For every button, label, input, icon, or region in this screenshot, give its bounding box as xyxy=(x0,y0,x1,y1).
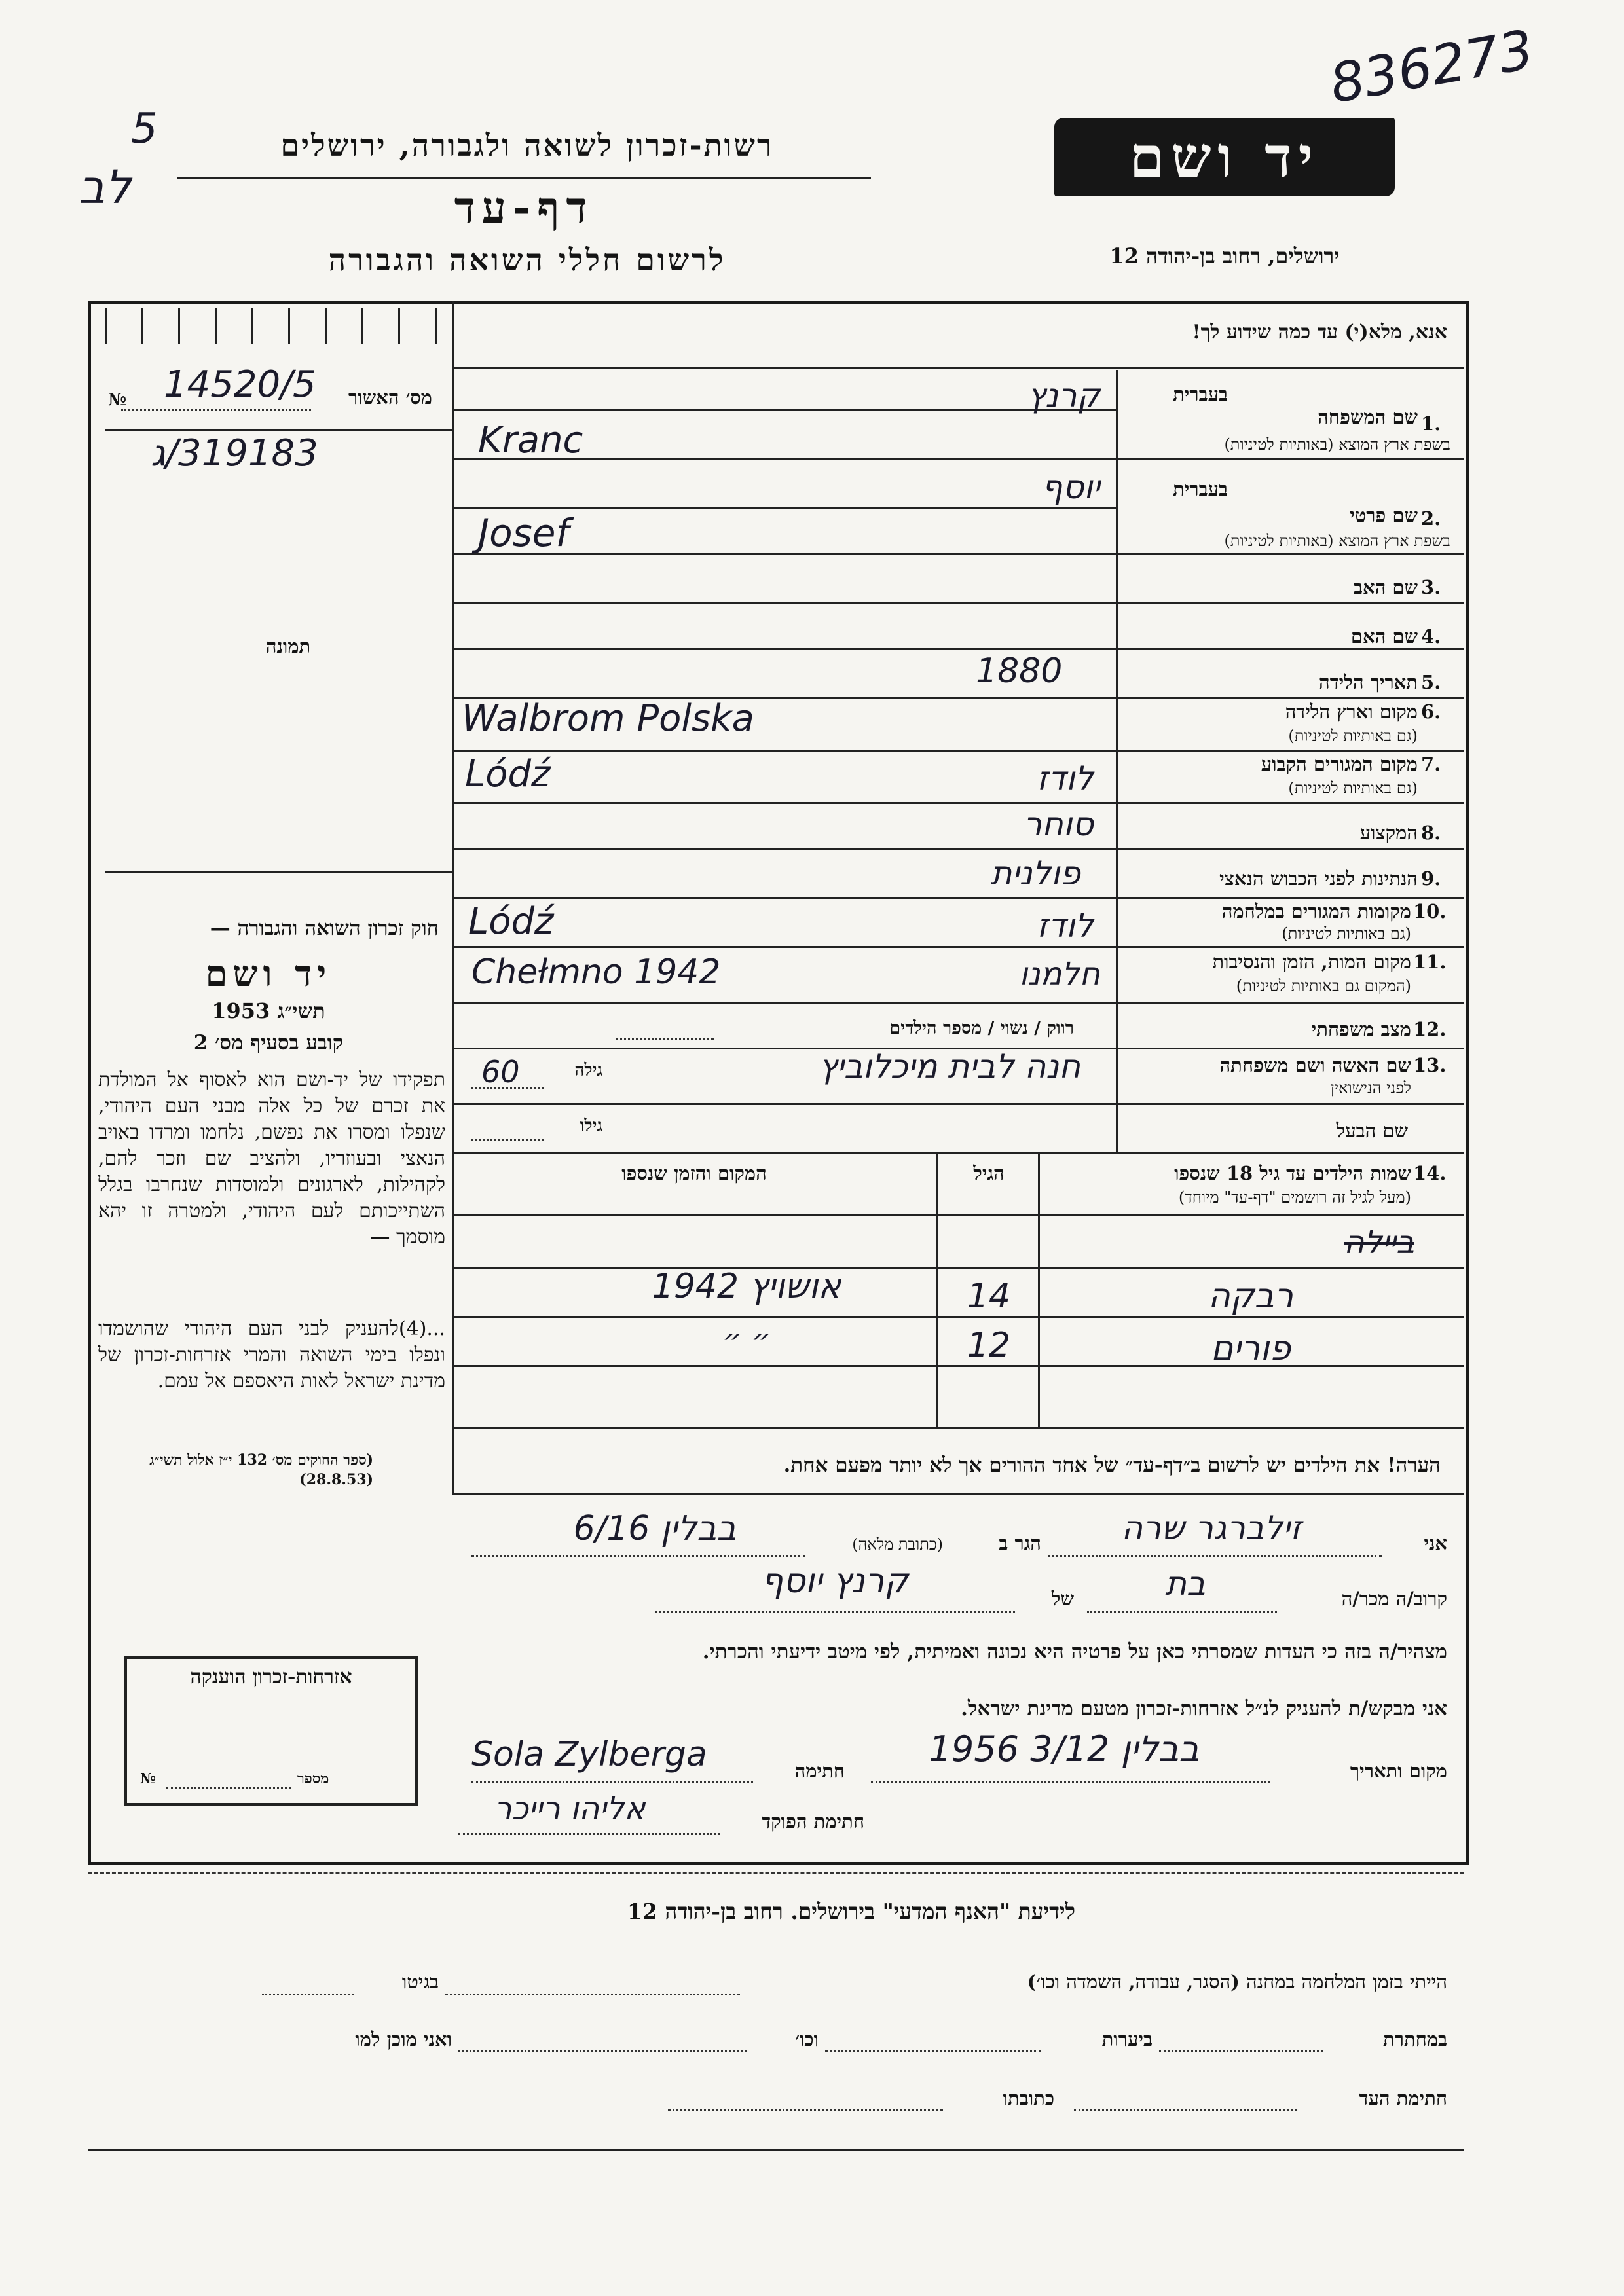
field-13-age-value: 60 xyxy=(481,1054,520,1089)
field-10-hebrew-value: לודז xyxy=(1037,907,1094,945)
husband-age-label: גילו xyxy=(580,1116,602,1136)
field-9-number: 9. xyxy=(1421,867,1441,890)
row-line xyxy=(452,458,1464,460)
archive-number: 836273 xyxy=(1325,18,1538,116)
declarant-name: זילברגר שרה xyxy=(1121,1509,1302,1547)
footer-bottom-line xyxy=(88,2149,1464,2151)
cert-number: 14520/5 xyxy=(164,363,316,406)
field-14-number: 14. xyxy=(1413,1162,1447,1184)
field-5-number: 5. xyxy=(1421,671,1441,693)
citizenship-box-number-sign: № xyxy=(140,1770,156,1787)
field-7-latin-value: Lódź xyxy=(465,753,551,795)
child-name: רבקה xyxy=(1208,1277,1294,1316)
field-6-label: מקום וארץ הלידה xyxy=(1285,701,1418,723)
citizenship-box xyxy=(124,1656,418,1806)
cert-label: מס׳ האשור xyxy=(348,386,432,409)
field-13-value: חנה לבית מיכלוביץ xyxy=(819,1048,1080,1085)
authority-title: רשות-זכרון לשואה ולגבורה, ירושלים xyxy=(280,128,774,163)
footer-ghetto-blank xyxy=(262,1994,354,1995)
child-name: פורים xyxy=(1210,1329,1291,1368)
field-12-label: מצב משפחתי xyxy=(1311,1018,1411,1040)
field-8-value: סוחר xyxy=(1024,805,1094,843)
note-text: הערה! את הילדים יש לרשום ב״דף-עד״ של אחד ההורים אך לא יותר מפעם אחת. xyxy=(783,1453,1441,1477)
field-2-hebrew-value: יוסף xyxy=(1041,468,1100,506)
intro-text: אנא, מלא(י) עד כמה שידוע לך! xyxy=(1192,321,1447,344)
footer-underground-blank xyxy=(1159,2050,1323,2052)
footer-line1-blank xyxy=(445,1994,740,1995)
footer-title: לידיעת "האנף המדעי" בירושלים. רחוב בן-יהודה 12 xyxy=(627,1899,1076,1924)
declarant-address: בבלין 6/16 xyxy=(573,1509,737,1548)
row-line xyxy=(452,750,1464,752)
corner-mark-number: 5 xyxy=(131,105,158,153)
field-6-value: Walbrom Polska xyxy=(462,697,754,740)
row-line xyxy=(452,946,1464,948)
children-table-bottom xyxy=(452,1427,1464,1429)
footer-address-blank xyxy=(668,2109,943,2111)
citizenship-box-title: אזרחות-זכרון הוענקה xyxy=(190,1666,352,1688)
field-2-number: 2. xyxy=(1421,507,1441,530)
field-4-label: שם האם xyxy=(1350,625,1418,647)
row-line xyxy=(452,848,1464,850)
field-2-label: שם פרטי xyxy=(1350,504,1418,526)
field-3-number: 3. xyxy=(1421,576,1441,598)
field-10-label: מקומות המגורים במלחמה xyxy=(1221,900,1411,922)
children-header-line xyxy=(452,1214,1464,1216)
field-13-sub: לפני הנישואין xyxy=(1330,1079,1411,1097)
declarant-name-line xyxy=(1048,1555,1382,1557)
field-11-sub: (המקום גם באותיות לטיניות) xyxy=(1236,977,1411,995)
field-9-value: פולנית xyxy=(990,854,1080,892)
declarant-address-label: (כתובת מלאה) xyxy=(852,1535,943,1554)
citizenship-box-number-label: מספר xyxy=(297,1770,329,1787)
authority-underline xyxy=(177,177,871,179)
place-date-value: בבלין 3/12 1956 xyxy=(929,1728,1200,1770)
signature-label: חתימה xyxy=(794,1760,845,1782)
field-3-label: שם האב xyxy=(1353,576,1418,598)
children-age-column-left xyxy=(936,1152,938,1427)
child-place: ״ ״ xyxy=(722,1322,771,1358)
corner-mark-letters: לב xyxy=(79,160,132,214)
logo-text: יד ושם xyxy=(1129,124,1320,191)
footer-underground-label: במחתרת xyxy=(1383,2028,1447,2050)
ref-number: 319183/ג xyxy=(151,432,318,475)
row-line xyxy=(452,1152,1464,1154)
field-1-number: 1. xyxy=(1421,412,1441,435)
header-address: ירושלים, רחוב בן-יהודה 12 xyxy=(1109,244,1340,268)
wife-age-label: גילה xyxy=(574,1061,602,1080)
field-6-number: 6. xyxy=(1421,701,1441,723)
field-12-children-line xyxy=(616,1038,714,1040)
number-sign: № xyxy=(108,390,127,410)
field-1-hebrew-value: קרנץ xyxy=(1027,376,1100,414)
husband-label: שם הבעל xyxy=(1336,1120,1408,1142)
citizenship-box-line xyxy=(166,1787,291,1789)
husband-age-line xyxy=(471,1139,544,1141)
footer-forests-label: ביערות xyxy=(1101,2028,1153,2050)
declarant-address-line xyxy=(471,1555,805,1557)
children-row-line xyxy=(452,1316,1464,1318)
footer-line1-text: הייתי בזמן המלחמה במחנה (הסגר, עבודה, השמדה וכו׳) xyxy=(1027,1971,1447,1993)
declarant-of-line xyxy=(655,1611,1015,1613)
cert-bottom-line xyxy=(105,429,452,431)
child-place: אושויץ 1942 xyxy=(652,1267,841,1306)
children-place-header: המקום והזמן שנספו xyxy=(621,1162,767,1184)
field-14-sub: (מעל לגיל זה רושמים "דף-עד" מיוחד) xyxy=(1178,1188,1411,1207)
declarant-relation-line xyxy=(1087,1611,1277,1613)
field-10-latin-value: Lódź xyxy=(468,900,554,943)
officer-line xyxy=(458,1833,720,1835)
law-text-clause-4: ...(4)להעניק לבני העם היהודי שהושמדו ונפלו בימי השואה והמרי אזרחות-זכרון של מדינת ישראל לאות היאספם אל עמם. xyxy=(98,1317,445,1393)
form-title: דף-עד xyxy=(454,182,594,233)
field-7-hebrew-value: לודז xyxy=(1037,759,1094,797)
cert-number-line xyxy=(121,409,311,411)
row-line xyxy=(452,602,1464,604)
children-age-column-right xyxy=(1038,1152,1040,1427)
declarant-of-label: של xyxy=(1051,1588,1074,1610)
field-7-label: מקום המגורים הקבוע xyxy=(1261,753,1418,775)
law-year: תשי״ג 1953 xyxy=(212,998,325,1023)
label-column-divider xyxy=(1116,370,1118,1152)
field-1-sub: בשפת ארץ המוצא (באותיות לטיניות) xyxy=(1224,435,1450,454)
field-4-number: 4. xyxy=(1421,625,1441,647)
request-text: אני מבקש/ת להעניק לנ״ל אזרחות-זכרון מטעם מדינת ישראל. xyxy=(961,1697,1447,1721)
form-subtitle: לרשום חללי השואה והגבורה xyxy=(328,242,726,278)
footer-ghetto-label: בגיטו xyxy=(401,1971,439,1993)
field-13-label: שם האשה ושם משפחתה xyxy=(1219,1054,1411,1076)
declarant-i-label: אני xyxy=(1424,1532,1447,1554)
field-1-label: שם המשפחה xyxy=(1318,406,1418,428)
field-2-latin-value: Josef xyxy=(478,511,569,555)
field-5-label: תאריך הלידה xyxy=(1319,671,1418,693)
field-11-hebrew-value: חלמנו xyxy=(1019,956,1100,993)
footer-etc-blank xyxy=(458,2050,747,2052)
law-clause: קובע בסעיף מס׳ 2 xyxy=(193,1031,344,1055)
row-line xyxy=(452,802,1464,804)
note-bottom-line xyxy=(452,1493,1464,1495)
law-name: יד ושם xyxy=(205,953,332,994)
field-12-number: 12. xyxy=(1413,1018,1447,1040)
row-line xyxy=(452,648,1464,650)
field-8-label: המקצוע xyxy=(1359,822,1418,844)
photo-label: תמונה xyxy=(265,635,311,657)
row-line xyxy=(452,507,1116,509)
law-title: חוק זכרון השואה והגבורה — xyxy=(210,917,439,940)
footer-witness-label: חתימת העד xyxy=(1359,2087,1447,2109)
field-7-number: 7. xyxy=(1421,753,1441,775)
yad-vashem-logo xyxy=(1054,118,1395,196)
field-11-latin-value: Chełmno 1942 xyxy=(471,953,721,992)
row-line xyxy=(452,1103,1464,1105)
declarant-relation: בת xyxy=(1165,1565,1206,1603)
field-5-value: 1880 xyxy=(976,651,1063,691)
field-10-number: 10. xyxy=(1413,900,1447,922)
footer-separator xyxy=(88,1872,1464,1876)
declarant-lives-label: הגר ב xyxy=(999,1532,1041,1554)
children-age-header: הגיל xyxy=(973,1162,1005,1184)
field-7-sub: (גם באותיות לטיניות) xyxy=(1288,779,1418,797)
law-reference: (ספר החוקים מס׳ 132 י״ז אלול תשי״ג (28.8.53) xyxy=(149,1451,373,1488)
footer-witness-blank xyxy=(1074,2109,1297,2111)
footer-etc-label: וכו׳ xyxy=(795,2028,819,2050)
footer-address-label: כתובתו xyxy=(1003,2087,1054,2109)
declaration-text: מצהיר/ה בזה כי העדות שמסרתי כאן על פרטיה היא נכונה ואמיתית, לפי מיטב ידיעתי והכרתי. xyxy=(702,1640,1447,1664)
field-11-number: 11. xyxy=(1413,951,1447,973)
footer-ready-label: ואני מוכן למו xyxy=(355,2028,452,2050)
field-10-sub: (גם באותיות לטיניות) xyxy=(1282,924,1411,943)
child-age: 12 xyxy=(967,1326,1011,1365)
field-2-sub: בשפת ארץ המוצא (באותיות לטיניות) xyxy=(1224,532,1450,550)
officer-label: חתימת הפוקד xyxy=(762,1810,864,1832)
signature-line xyxy=(471,1781,753,1783)
declarant-relation-label: קרוב/ה מכר/ה xyxy=(1341,1588,1447,1610)
hebrew-label-2: בעברית xyxy=(1173,478,1228,500)
field-9-label: הנתינות לפני הכבוש הנאצי xyxy=(1219,867,1418,890)
row-line xyxy=(452,553,1464,555)
place-date-line xyxy=(871,1781,1270,1783)
declarant-of-name: קרנץ יוסף xyxy=(761,1561,909,1601)
law-text: תפקידו של יד-ושם הוא לאסוף אל המולדת את זכרם של כל אלה מבני העם היהודי, שנפלו ומסרו את נפשם, נלחמו ומרדו באויב הנאצי ובעוזריו, ולהציב שם וזכר להם, לקהילות, לארגונים ולמוסדות שנחרבו בגלל השתייכותם לעם היהודי, ולמטרה זו יהא מוסמך — xyxy=(98,1068,445,1248)
field-8-number: 8. xyxy=(1421,822,1441,844)
footer-forests-blank xyxy=(825,2050,1041,2052)
field-14-label: שמות הילדים עד גיל 18 שנספו xyxy=(1174,1162,1411,1184)
intro-underline xyxy=(452,367,1464,369)
cert-tick-boxes xyxy=(105,308,439,344)
field-1-latin-value: Kranc xyxy=(478,419,583,462)
row-line xyxy=(452,1002,1464,1004)
child-age: 14 xyxy=(967,1277,1011,1316)
officer-signature: אליהו רייכר xyxy=(494,1791,646,1827)
photo-bottom-line xyxy=(105,871,452,873)
row-line xyxy=(452,897,1464,899)
field-11-label: מקום המות, הזמן והנסיבות xyxy=(1212,951,1411,973)
field-6-sub: (גם באותיות לטיניות) xyxy=(1288,727,1418,745)
signature: Sola Zylberga xyxy=(471,1735,707,1774)
child-struck-name: ביילה xyxy=(1344,1224,1414,1261)
field-13-number: 13. xyxy=(1413,1054,1447,1076)
field-12-options: רווק / נשוי / מספר הילדים xyxy=(889,1018,1074,1038)
hebrew-label-1: בעברית xyxy=(1173,383,1228,405)
place-date-label: מקום ותאריך xyxy=(1350,1760,1447,1782)
